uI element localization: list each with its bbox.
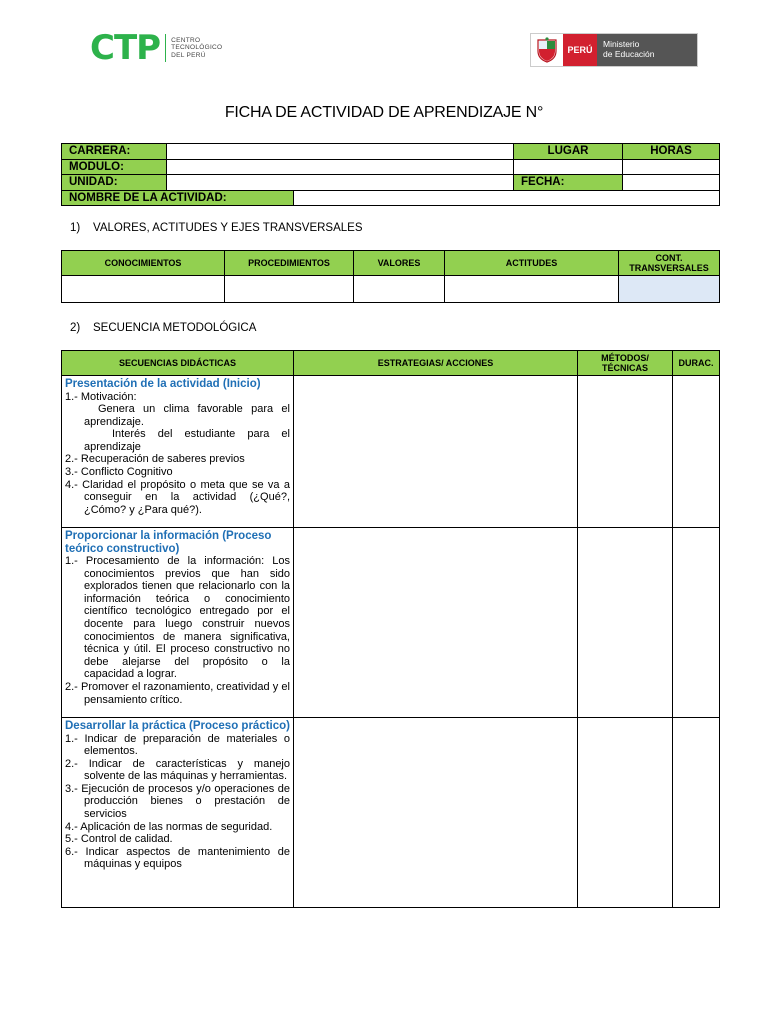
valores-cell[interactable] <box>354 276 445 303</box>
nombre-actividad-field[interactable] <box>294 190 720 206</box>
phase-item: 6.- Indicar aspectos de mantenimiento de máquinas y equipos <box>65 845 290 871</box>
procedimientos-cell[interactable] <box>225 276 354 303</box>
phase-item: 2.- Promover el razonamiento, creatividad y el pensamiento crítico. <box>65 680 290 706</box>
phase-item: 1.- Indicar de preparación de materiales o elementos. <box>65 732 290 758</box>
info-table <box>61 143 720 206</box>
section-2-title: SECUENCIA METODOLÓGICA <box>93 322 257 334</box>
ctp-logo-text <box>171 37 222 60</box>
carrera-field[interactable] <box>167 144 514 160</box>
duracion-cell[interactable] <box>673 718 720 908</box>
section-1-number: 1) <box>70 222 81 234</box>
estrategias-cell[interactable] <box>294 528 578 718</box>
document-title: FICHA DE ACTIVIDAD DE APRENDIZAJE N° <box>224 104 544 121</box>
phase-inicio-cell <box>62 376 294 528</box>
header-cont-transversales: CONT. TRANSVERSALES <box>619 251 720 276</box>
phase-item: 3.- Conflicto Cognitivo <box>65 466 173 479</box>
duracion-cell[interactable] <box>673 376 720 528</box>
ctp-logo-line: TECNOLÓGICO <box>171 44 223 52</box>
header-procedimientos: PROCEDIMIENTOS <box>225 251 354 276</box>
phase-item: Genera un clima favorable para el aprendizaje. <box>84 403 290 428</box>
phase-item: 1.- Motivación: <box>65 390 137 403</box>
conocimientos-cell[interactable] <box>62 276 225 303</box>
minedu-peru-label: PERÚ <box>563 34 597 66</box>
phase-item: 1.- Procesamiento de la información: Los conocimientos previos que han sido explorados tienen que relacionarlo con la información teórica o conocimiento científico tecnológico entregado por el docente para luego construir nuevos conocimientos de manera significativa, técnica y útil. El proceso constructivo no debe alejarse del propósito o la capacidad a lograr. <box>65 555 290 681</box>
header-metodos: MÉTODOS/ TÉCNICAS <box>578 351 673 376</box>
horas-field[interactable] <box>623 159 720 175</box>
ctp-logo-line: DEL PERÚ <box>171 51 206 59</box>
phase-item: Interés del estudiante para el aprendizaje <box>84 428 290 453</box>
section-2-number: 2) <box>70 322 81 334</box>
estrategias-cell[interactable] <box>294 376 578 528</box>
phase-practico-cell <box>62 718 294 908</box>
section-2-heading <box>70 322 256 334</box>
header-valores: VALORES <box>354 251 445 276</box>
metodos-cell[interactable] <box>578 718 673 908</box>
ctp-logo-line: CENTRO <box>171 36 201 44</box>
modulo-label: MODULO: <box>62 159 167 175</box>
section-1-title: VALORES, ACTITUDES Y EJES TRANSVERSALES <box>93 222 363 234</box>
carrera-label: CARRERA: <box>62 144 167 160</box>
phase-title: Desarrollar la práctica (Proceso práctico) <box>65 720 290 732</box>
phase-item: 2.- Indicar de características y manejo solvente de las máquinas y herramientas. <box>65 757 290 783</box>
ctp-logo-letters: CTP <box>90 28 161 68</box>
lugar-field[interactable] <box>514 159 623 175</box>
horas-label: HORAS <box>623 144 720 160</box>
unidad-field[interactable] <box>167 175 514 191</box>
modulo-field[interactable] <box>167 159 514 175</box>
estrategias-cell[interactable] <box>294 718 578 908</box>
lugar-label: LUGAR <box>514 144 623 160</box>
phase-item: 3.- Ejecución de procesos y/o operaciones de producción bienes o prestación de servicios <box>65 782 290 821</box>
sequence-table <box>61 350 720 908</box>
unidad-label: UNIDAD: <box>62 175 167 191</box>
ctp-logo <box>90 30 222 66</box>
header-secuencias: SECUENCIAS DIDÁCTICAS <box>62 351 294 376</box>
cont-transversales-cell[interactable] <box>619 276 720 303</box>
peru-coat-of-arms-icon <box>531 34 563 66</box>
phase-teorico-cell <box>62 528 294 718</box>
values-table <box>61 250 720 303</box>
phase-item: 2.- Recuperación de saberes previos <box>65 453 245 466</box>
nombre-actividad-label: NOMBRE DE LA ACTIVIDAD: <box>62 190 294 206</box>
duracion-cell[interactable] <box>673 528 720 718</box>
actitudes-cell[interactable] <box>445 276 619 303</box>
header-actitudes: ACTITUDES <box>445 251 619 276</box>
metodos-cell[interactable] <box>578 528 673 718</box>
metodos-cell[interactable] <box>578 376 673 528</box>
phase-item: 4.- Claridad el propósito o meta que se va a conseguir en la actividad (¿Qué?, ¿Cómo? y ¿Para qué?). <box>65 478 290 516</box>
fecha-field[interactable] <box>623 175 720 191</box>
header-estrategias: ESTRATEGIAS/ ACCIONES <box>294 351 578 376</box>
phase-item: 4.- Aplicación de las normas de seguridad. <box>65 820 273 833</box>
header-duracion: DURAC. <box>673 351 720 376</box>
phase-title: Proporcionar la información (Proceso teórico constructivo) <box>65 530 272 555</box>
phase-item: 5.- Control de calidad. <box>65 833 173 846</box>
phase-title: Presentación de la actividad (Inicio) <box>65 378 261 390</box>
fecha-label: FECHA: <box>514 175 623 191</box>
minedu-line: Ministerio <box>603 39 640 49</box>
minedu-ministry-label <box>597 34 697 66</box>
section-1-heading <box>70 222 363 234</box>
minedu-line: de Educación <box>603 48 655 59</box>
header-conocimientos: CONOCIMIENTOS <box>62 251 225 276</box>
minedu-logo <box>530 33 698 67</box>
ctp-logo-divider <box>165 34 166 62</box>
